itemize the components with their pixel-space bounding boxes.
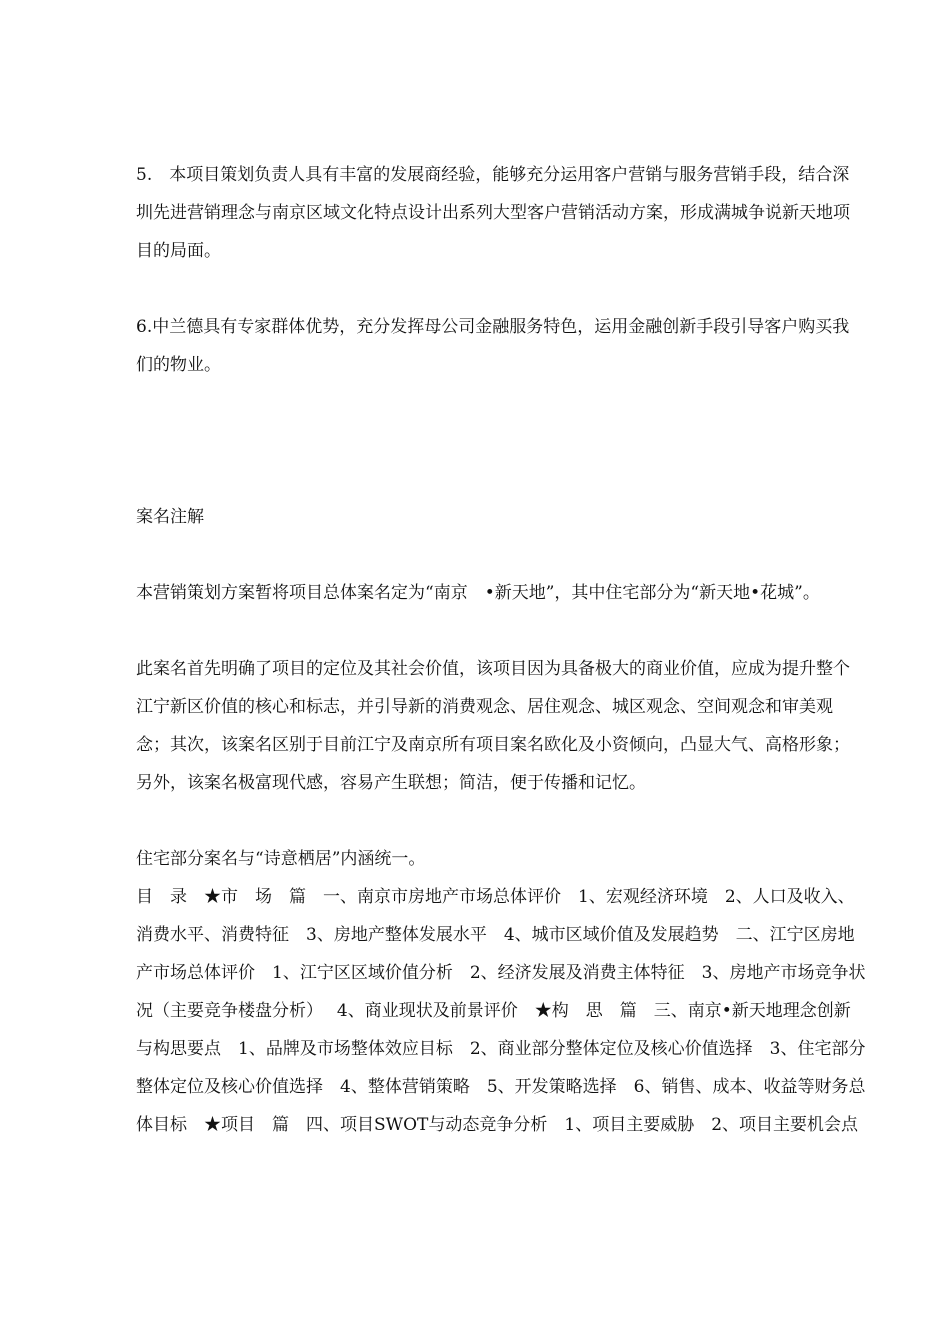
naming-paragraph: 本营销策划方案暂将项目总体案名定为“南京 •新天地”，其中住宅部分为“新天地•花城”。 [136, 583, 820, 603]
section-heading: 案名注解 [136, 507, 204, 527]
document-page [136, 156, 866, 1144]
table-of-contents: 目 录 ★市 场 篇 一、南京市房地产市场总体评价 1、宏观经济环境 2、人口及收入、消费水平、消费特征 3、房地产整体发展水平 4、城市区域价值及发展趋势 二、江宁区房地产市场总体评价 1、江宁区区域价值分析 2、经济发展及消费主体特征 3、房地产市场竞争状况（主要竞争楼盘分析） 4、商业现状及前景评价 ★构 思 篇 三、南京•新天地理念创新与构思要点 1、品牌及市场整体效应目标 2、商业部分整体定位及核心价值选择 3、住宅部分整体定位及核心价值选择 4、整体营销策略 5、开发策略选择 6、销售、成本、收益等财务总体目标 ★项目 篇 四、项目SWOT与动态竞争分析 1、项目主要威胁 2、项目主要机会点 [136, 887, 866, 1135]
paragraph-5: 5. 本项目策划负责人具有丰富的发展商经验，能够充分运用客户营销与服务营销手段，结合深圳先进营销理念与南京区域文化特点设计出系列大型客户营销活动方案，形成满城争说新天地项目的局面。 [136, 165, 850, 261]
meaning-paragraph: 此案名首先明确了项目的定位及其社会价值，该项目因为具备极大的商业价值，应成为提升整个江宁新区价值的核心和标志，并引导新的消费观念、居住观念、城区观念、空间观念和审美观念；其次，该案名区别于目前江宁及南京所有项目案名欧化及小资倾向，凸显大气、高格形象；另外，该案名极富现代感，容易产生联想；简洁，便于传播和记忆。 [136, 659, 850, 793]
paragraph-6: 6.中兰德具有专家群体优势，充分发挥母公司金融服务特色，运用金融创新手段引导客户购买我们的物业。 [136, 317, 850, 375]
residential-paragraph: 住宅部分案名与“诗意栖居”内涵统一。 [136, 849, 426, 869]
